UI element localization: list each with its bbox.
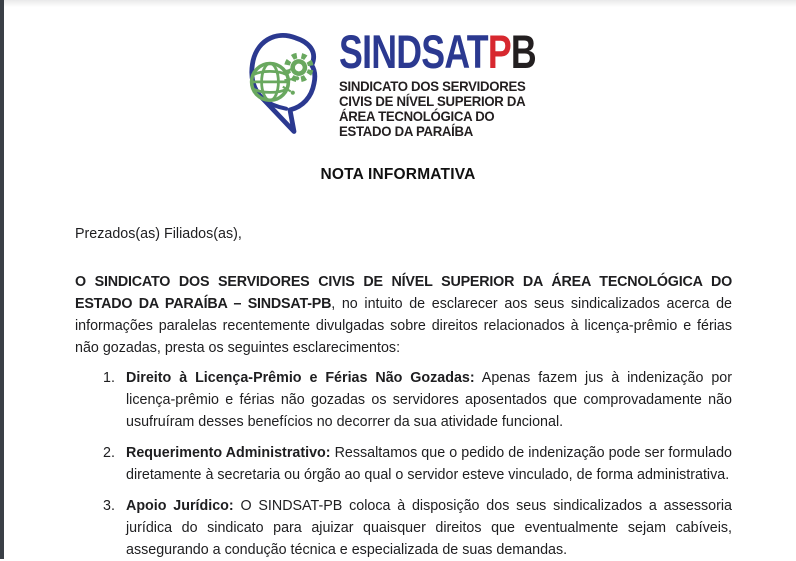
brand-p: P bbox=[487, 25, 511, 78]
brand-wordmark bbox=[338, 25, 536, 78]
item-body-run: O SINDSAT-PB coloca à disposição dos seus sindicalizados a assessoria jurídica do sindicato para ajuizar quaisquer direitos que eventualmente sejam cabíveis, assegurando a condução técnica e especializada de suas demandas. bbox=[126, 498, 732, 558]
salutation: Prezados(as) Filiados(as), bbox=[75, 226, 242, 242]
item-body-run: Apenas fazem jus à indenização por licença-prêmio e férias não gozadas os servidores aposentados que comprovadamente não usufruíram desses benefícios no decorrer da sua atividade funcional. bbox=[126, 370, 733, 430]
intro-paragraph bbox=[75, 271, 732, 359]
intro-bold-run: O SINDICATO DOS SERVIDORES CIVIS DE NÍVEL SUPERIOR DA ÁREA TECNOLÓGICA DO ESTADO DA PARAÍBA – SINDSAT-PB bbox=[75, 274, 732, 312]
logo-subtitle-line: CIVIS DE NÍVEL SUPERIOR DA bbox=[338, 94, 525, 109]
sindsatpb-logo bbox=[0, 25, 796, 139]
clarification-list bbox=[75, 367, 732, 561]
logo-subtitle bbox=[339, 79, 545, 139]
item-number: 2. bbox=[103, 445, 115, 461]
item-number: 1. bbox=[103, 370, 115, 386]
item-number: 3. bbox=[103, 498, 115, 514]
item-body-run: Ressaltamos que o pedido de indenização pode ser formulado diretamente à secretaria ou órgão ao qual o servidor esteve vinculado, de forma administrativa. bbox=[126, 445, 732, 483]
list-item bbox=[103, 442, 732, 486]
item-title-run: Direito à Licença-Prêmio e Férias Não Gozadas: bbox=[126, 370, 475, 386]
head-globe-gear-icon bbox=[246, 30, 326, 137]
item-text bbox=[126, 495, 732, 561]
brand-b: B bbox=[510, 25, 536, 78]
top-scroll-shadow bbox=[4, 0, 796, 7]
logo-text bbox=[338, 25, 551, 139]
page-title: NOTA INFORMATIVA bbox=[320, 166, 476, 183]
item-title-run: Requerimento Administrativo: bbox=[126, 445, 331, 461]
item-title-run: Apoio Jurídico: bbox=[126, 498, 234, 514]
item-text bbox=[126, 367, 732, 433]
item-text bbox=[126, 442, 732, 486]
logo-subtitle-line: ÁREA TECNOLÓGICA DO bbox=[338, 109, 494, 124]
list-item bbox=[103, 495, 732, 561]
intro-regular-run: , no intuito de esclarecer aos seus sindicalizados acerca de informações paralelas recentemente divulgadas sobre direitos relacionados à licença-prêmio e férias não gozadas, presta os seguintes esclarecimentos: bbox=[75, 296, 732, 356]
logo-subtitle-line: ESTADO DA PARAÍBA bbox=[338, 124, 473, 139]
list-item bbox=[103, 367, 732, 433]
logo-subtitle-line: SINDICATO DOS SERVIDORES bbox=[338, 79, 525, 94]
brand-sindsat: SINDSAT bbox=[338, 25, 488, 78]
viewer-left-edge bbox=[0, 0, 4, 559]
document-body bbox=[75, 223, 732, 561]
